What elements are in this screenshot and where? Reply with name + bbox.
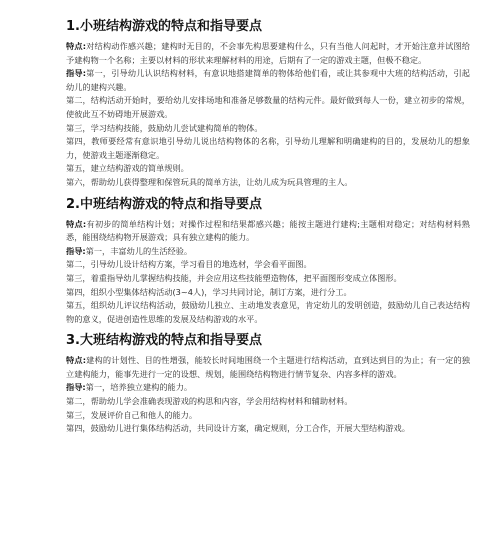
feature-paragraph: [66, 354, 470, 381]
feature-paragraph: [66, 40, 470, 67]
guide-lead: 指导:: [66, 245, 86, 256]
guide-item: 第五，建立结构游戏的简单规则。: [66, 163, 189, 174]
feature-lead: 特点:: [66, 355, 86, 366]
section-title: 3.大班结构游戏的特点和指导要点: [66, 333, 262, 349]
feature-text: 有初步的简单结构计划；对操作过程和结果都感兴趣；能按主题进行建构;主题相对稳定；对结构材料熟悉，能围绕结构物开展游戏；具有独立建构的能力。: [66, 218, 470, 243]
guide-paragraph: [66, 381, 470, 395]
guide-item: 第一，丰富幼儿的生活经验。: [85, 245, 193, 256]
section-title: 2.中班结构游戏的特点和指导要点: [66, 196, 262, 212]
guide-paragraph: [66, 67, 470, 94]
guide-item: 第三，着重指导幼儿掌握结构技能，并会应用这些技能塑造物体，把平面图形变成立体图形。: [66, 272, 402, 283]
guide-item: 第四，教师要经常有意识地引导幼儿说出结构物体的名称，引导幼儿理解和明确建构的目的，发展幼儿的想象力，使游戏主题逐渐稳定。: [66, 136, 470, 160]
guide-item: 第三，学习结构技能，鼓励幼儿尝试建构简单的物体。: [66, 122, 263, 133]
guide-lead: 指导:: [66, 382, 86, 393]
guide-item: 第二，结构活动开始时，要给幼儿安排场地和准备足够数量的结构元件。最好做到每人一份，建立初步的常规，使彼此互不妨碍地开展游戏。: [66, 95, 470, 119]
section-middle-class: [66, 196, 470, 327]
guide-item: 第四，鼓励幼儿进行集体结构活动，共同设计方案，确定规则，分工合作，开展大型结构游戏。: [66, 423, 410, 434]
guide-item: 第三，发展评价自己和他人的能力。: [66, 409, 198, 420]
section-small-class: [66, 18, 470, 190]
guide-item: 第六，帮助幼儿获得整理和保管玩具的简单方法，让幼儿成为玩具管理的主人。: [66, 176, 353, 187]
guide-item: 第一，培养独立建构的能力。: [85, 382, 193, 393]
guide-item: 第五，组织幼儿评议结构活动，鼓励幼儿独立、主动地发表意见，肯定幼儿的发明创造，鼓励幼儿自己表达结构物的意义，促进创造性思维的发展及结构游戏的水平。: [66, 300, 470, 324]
guide-item: 第二，引导幼儿设计结构方案，学习看目的地选材，学会看平面图。: [66, 259, 312, 270]
feature-lead: 特点:: [66, 218, 87, 229]
section-title: 1.小班结构游戏的特点和指导要点: [66, 19, 262, 34]
guide-paragraph: [66, 245, 470, 259]
guide-item: 第一，引导幼儿认识结构材料，有意识地搭建简单的物体给他们看，或让其参观中大班的结构活动，引起幼儿的建构兴趣。: [66, 68, 470, 92]
guide-item: 第二，帮助幼儿学会准确表现游戏的构思和内容，学会用结构材料和辅助材料。: [66, 396, 353, 407]
section-large-class: [66, 332, 470, 436]
guide-lead: 指导:: [66, 68, 86, 79]
feature-lead: 特点:: [66, 41, 86, 51]
guide-item: 第四，组织小型集体结构活动(3~4人)，学习共同讨论，制订方案，进行分工。: [66, 286, 352, 297]
feature-text: 对结构动作感兴趣；建构时无目的，不会事先构思要建构什么，只有当他人问起时，才开始注意并试图给予建构物一个名称；主要以材料的形状来理解材料的用途，后期有了一定的游戏主题，但极不稳定。: [66, 41, 470, 65]
feature-text: 建构的计划性、目的性增强，能较长时间地围绕一个主题进行结构活动，直到达到目的为止；有一定的独立建构能力，能事先进行一定的设想、规划，能围绕结构物进行情节复杂、内容多样的游戏。: [66, 355, 470, 379]
feature-paragraph: [66, 218, 470, 245]
